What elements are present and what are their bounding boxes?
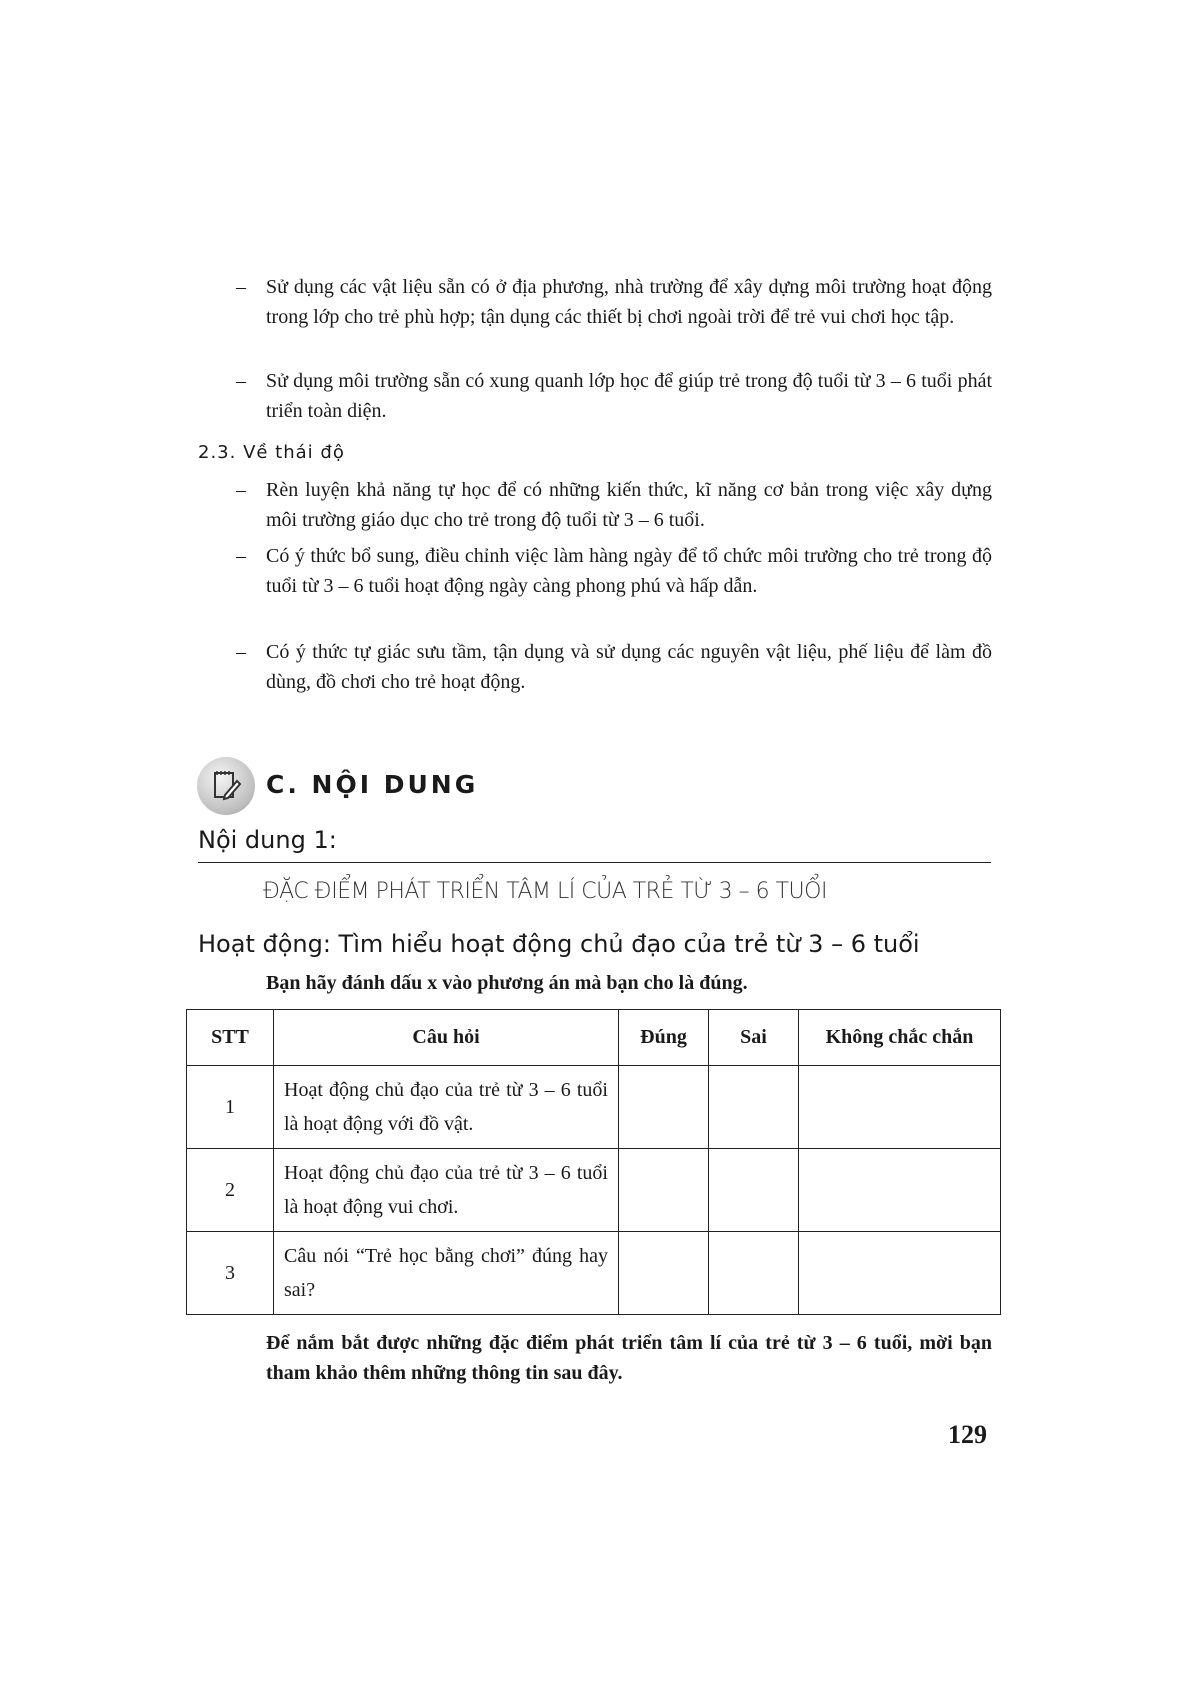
header-question: Câu hỏi bbox=[274, 1010, 619, 1066]
row-question: Hoạt động chủ đạo của trẻ từ 3 – 6 tuổi là hoạt động với đồ vật. bbox=[274, 1066, 619, 1149]
header-false: Sai bbox=[709, 1010, 799, 1066]
header-stt: STT bbox=[187, 1010, 274, 1066]
answer-false-cell[interactable] bbox=[709, 1232, 799, 1315]
header-true: Đúng bbox=[619, 1010, 709, 1066]
row-number: 3 bbox=[187, 1232, 274, 1315]
dash: – bbox=[236, 276, 246, 298]
bullet-item bbox=[236, 272, 992, 332]
header-unsure: Không chắc chắn bbox=[799, 1010, 1001, 1066]
dash: – bbox=[236, 370, 246, 392]
row-question: Hoạt động chủ đạo của trẻ từ 3 – 6 tuổi là hoạt động vui chơi. bbox=[274, 1149, 619, 1232]
closing-paragraph: Để nắm bắt được những đặc điểm phát triển tâm lí của trẻ từ 3 – 6 tuổi, mời bạn tham khảo thêm những thông tin sau đây. bbox=[266, 1332, 992, 1384]
bullet-item bbox=[236, 475, 992, 535]
activity-heading: Hoạt động: Tìm hiểu hoạt động chủ đạo của trẻ từ 3 – 6 tuổi bbox=[198, 930, 920, 958]
bullet-text: Rèn luyện khả năng tự học để có những kiến thức, kĩ năng cơ bản trong việc xây dựng môi trường giáo dục cho trẻ trong độ tuổi từ 3 – 6 tuổi. bbox=[266, 479, 992, 531]
bullet-text: Có ý thức tự giác sưu tầm, tận dụng và sử dụng các nguyên vật liệu, phế liệu để làm đồ dùng, đồ chơi cho trẻ hoạt động. bbox=[266, 641, 992, 693]
dash: – bbox=[236, 545, 246, 567]
table-row bbox=[187, 1149, 1001, 1232]
row-question: Câu nói “Trẻ học bằng chơi” đúng hay sai? bbox=[274, 1232, 619, 1315]
dash: – bbox=[236, 641, 246, 663]
dash: – bbox=[236, 479, 246, 501]
section-heading-2-3: 2.3. Về thái độ bbox=[198, 442, 345, 463]
table-row bbox=[187, 1066, 1001, 1149]
answer-false-cell[interactable] bbox=[709, 1149, 799, 1232]
table-header-row bbox=[187, 1010, 1001, 1066]
answer-true-cell[interactable] bbox=[619, 1232, 709, 1315]
answer-true-cell[interactable] bbox=[619, 1149, 709, 1232]
row-number: 2 bbox=[187, 1149, 274, 1232]
question-table bbox=[186, 1009, 1001, 1315]
answer-true-cell[interactable] bbox=[619, 1066, 709, 1149]
page-number: 129 bbox=[948, 1420, 987, 1449]
bullet-text: Có ý thức bổ sung, điều chỉnh việc làm hàng ngày để tổ chức môi trường cho trẻ trong độ tuổi từ 3 – 6 tuổi hoạt động ngày càng phong phú và hấp dẫn. bbox=[266, 545, 992, 597]
table-row bbox=[187, 1232, 1001, 1315]
notepad-pencil-icon bbox=[197, 757, 255, 815]
answer-unsure-cell[interactable] bbox=[799, 1232, 1001, 1315]
row-number: 1 bbox=[187, 1066, 274, 1149]
answer-false-cell[interactable] bbox=[709, 1066, 799, 1149]
content-title: ĐẶC ĐIỂM PHÁT TRIỂN TÂM LÍ CỦA TRẺ TỪ 3 – 6 TUỔI bbox=[263, 879, 827, 904]
bullet-item bbox=[236, 541, 992, 601]
bullet-text: Sử dụng các vật liệu sẵn có ở địa phương, nhà trường để xây dựng môi trường hoạt động trong lớp cho trẻ phù hợp; tận dụng các thiết bị chơi ngoài trời để trẻ vui chơi học tập. bbox=[266, 276, 992, 328]
divider bbox=[198, 862, 991, 863]
bullet-text: Sử dụng môi trường sẵn có xung quanh lớp học để giúp trẻ trong độ tuổi từ 3 – 6 tuổi phát triển toàn diện. bbox=[266, 370, 992, 422]
content-label: Nội dung 1: bbox=[198, 826, 337, 854]
answer-unsure-cell[interactable] bbox=[799, 1149, 1001, 1232]
bullet-item bbox=[236, 637, 992, 697]
instruction: Bạn hãy đánh dấu x vào phương án mà bạn cho là đúng. bbox=[266, 972, 748, 994]
section-c-title: C. NỘI DUNG bbox=[266, 770, 479, 799]
bullet-item bbox=[236, 366, 992, 426]
answer-unsure-cell[interactable] bbox=[799, 1066, 1001, 1149]
